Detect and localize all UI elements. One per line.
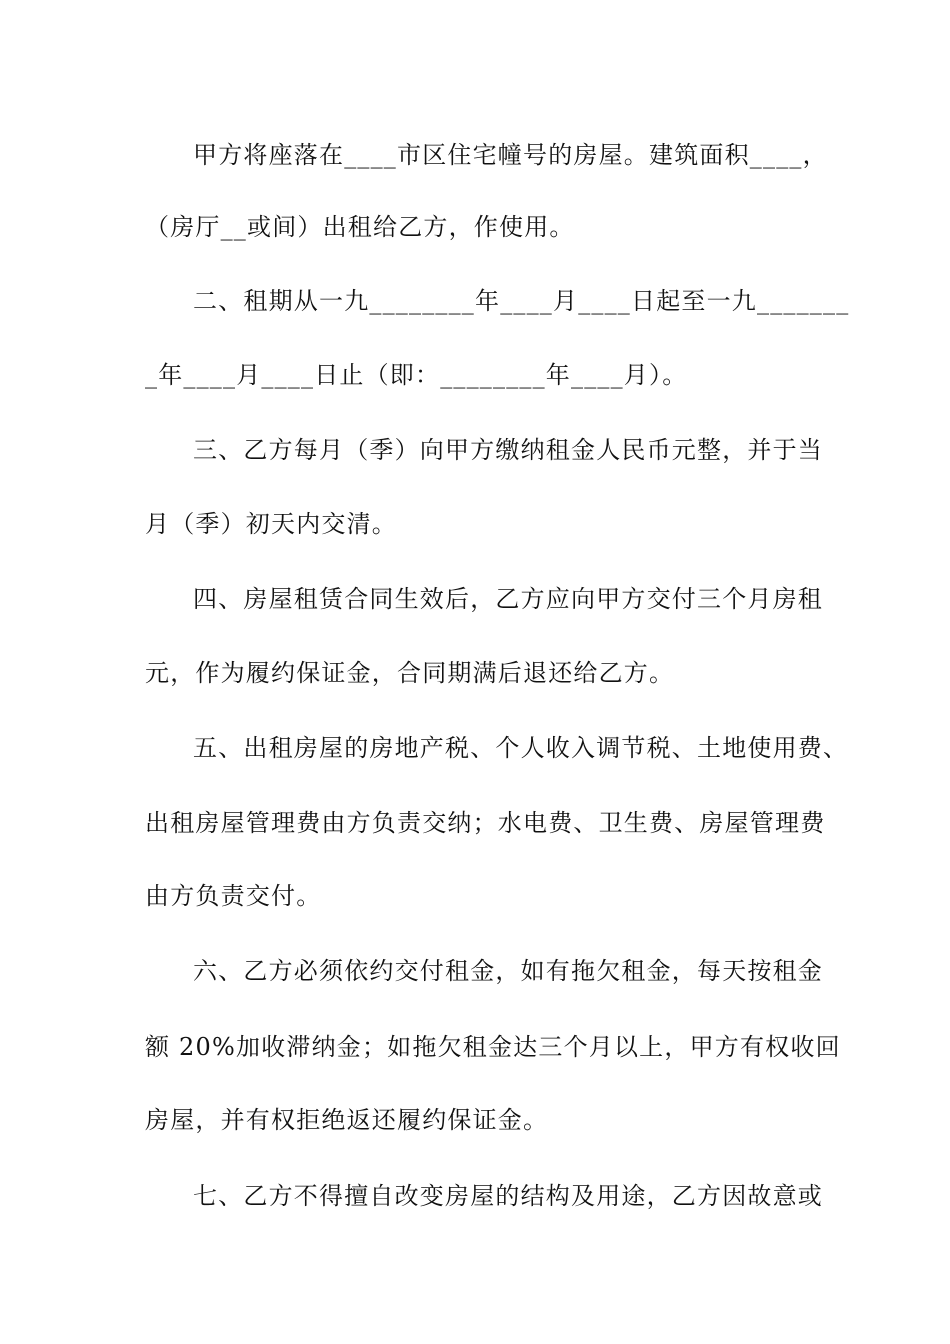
clause-one-line-1: 甲方将座落在____市区住宅幢号的房屋。建筑面积____， (193, 141, 828, 169)
clause-three-line-2: 月（季）初天内交清。 (145, 510, 397, 538)
clause-four-line-2: 元，作为履约保证金，合同期满后退还给乙方。 (145, 659, 675, 687)
clause-five-line-3: 由方负责交付。 (145, 882, 322, 910)
clause-six-line-2: 额 20%加收滞纳金；如拖欠租金达三个月以上，甲方有权收回 (145, 1033, 841, 1061)
clause-six-line-3: 房屋，并有权拒绝返还履约保证金。 (145, 1106, 549, 1134)
clause-six-line-1: 六、乙方必须依约交付租金，如有拖欠租金，每天按租金 (193, 957, 823, 985)
clause-seven-line-1: 七、乙方不得擅自改变房屋的结构及用途，乙方因故意或 (193, 1182, 823, 1210)
clause-two-line-2: _年____月____日止（即：________年____月）。 (145, 361, 688, 389)
clause-one-line-2: （房厅__或间）出租给乙方，作使用。 (145, 213, 575, 241)
clause-five-line-2: 出租房屋管理费由方负责交纳；水电费、卫生费、房屋管理费 (145, 809, 826, 837)
clause-three-line-1: 三、乙方每月（季）向甲方缴纳租金人民币元整，并于当 (193, 436, 823, 464)
clause-two-line-1: 二、租期从一九________年____月____日起至一九_______ (193, 287, 850, 315)
clause-five-line-1: 五、出租房屋的房地产税、个人收入调节税、土地使用费、 (193, 734, 849, 762)
clause-four-line-1: 四、房屋租赁合同生效后，乙方应向甲方交付三个月房租 (193, 585, 823, 613)
